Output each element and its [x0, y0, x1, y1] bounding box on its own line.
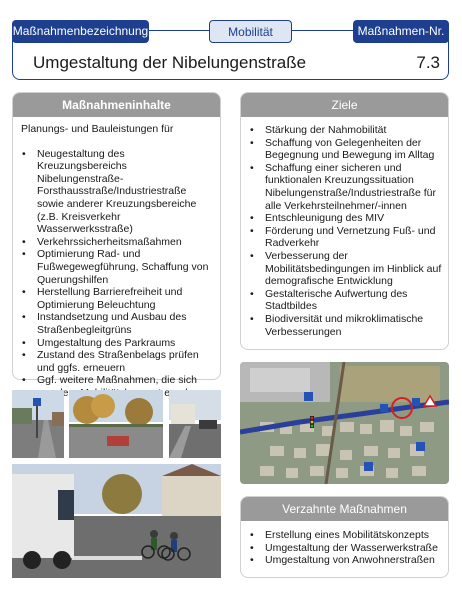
list-item: • Gestalterische Aufwertung des Stadtbildes [247, 288, 442, 313]
card-ziele [240, 92, 449, 350]
list-item: • Neugestaltung des Kreuzungsbereichs Nibelungenstraße-Forsthausstraße/Industriestraße sowie anderer Kreuzungsbereiche (z.B. Kreisverkehr Wasserwerksstraße) [19, 148, 214, 236]
list-item: • Biodiversität und mikroklimatische Verbesserungen [247, 313, 442, 338]
road-trees-image [69, 390, 163, 458]
list-item: • Umgestaltung der Wasserwerkstraße [247, 542, 442, 555]
list-item: • Optimierung Rad- und Fußwegewegführung, Schaffung von Querungshilfen [19, 248, 214, 286]
list-item: • Umgestaltung des Parkraums [19, 337, 214, 350]
list-item: • Verkehrssicherheitsmaßahmen [19, 236, 214, 249]
card-massnahmeninhalte [12, 92, 221, 399]
list-item: • Zustand des Straßenbelags prüfen und ggfs. erneuern [19, 349, 214, 374]
inhalte-list [19, 148, 214, 400]
label-massnahmenbezeichnung: Maßnahmenbezeichnung [12, 20, 149, 43]
label-massnahmen-nr: Maßnahmen-Nr. [353, 20, 449, 43]
list-item: • Schaffung von Gelegenheiten der Begegnung und Bewegung im Alltag [247, 137, 442, 162]
card-heading-inhalte: Maßnahmeninhalte [13, 93, 220, 117]
parked-cars-image [169, 390, 221, 458]
list-item: • Entschleunigung des MIV [247, 212, 442, 225]
measure-number: 7.3 [416, 53, 440, 72]
card-heading-ziele: Ziele [241, 93, 448, 117]
list-item: • Förderung und Vernetzung Fuß- und Radverkehr [247, 225, 442, 250]
verzahnte-list [247, 529, 442, 567]
street-photo-image [12, 390, 64, 458]
card-heading-verzahnte: Verzahnte Maßnahmen [241, 497, 448, 521]
list-item: • Verbesserung der Mobilitätsbedingungen im Hinblick auf demografische Entwicklung [247, 250, 442, 288]
photo-street-sign [12, 390, 64, 458]
list-item: • Ggf. weitere Maßnahmen, die sich dem [19, 374, 214, 399]
photo-road-trees [69, 390, 163, 458]
label-category: Mobilität [209, 20, 292, 43]
list-item: • Instandsetzung und Ausbau des Straßenbegleitgrüns [19, 311, 214, 336]
map-aerial [240, 362, 449, 484]
ziele-list [247, 124, 442, 338]
list-item: • Umgestaltung von Anwohnerstraßen [247, 554, 442, 567]
list-item: • Stärkung der Nahmobilität [247, 124, 442, 137]
inhalte-intro: Planungs- und Bauleistungen für [21, 123, 174, 135]
photo-parked-cars [169, 390, 221, 458]
list-item: • Herstellung Barrierefreiheit und Optimierung Beleuchtung [19, 286, 214, 311]
card-verzahnte-massnahmen [240, 496, 449, 578]
list-item: • Erstellung eines Mobilitätskonzepts [247, 529, 442, 542]
truck-cyclists-image [12, 464, 221, 578]
page-title: Umgestaltung der Nibelungenstraße [33, 53, 307, 72]
list-item: • Schaffung einer sicheren und funktionalen Kreuzungssituation Nibelungenstraße/Industriestraße für alle Verkehrsteilnehmer/-innen [247, 162, 442, 212]
aerial-map-image [240, 362, 449, 484]
photo-truck-cyclists [12, 464, 221, 578]
